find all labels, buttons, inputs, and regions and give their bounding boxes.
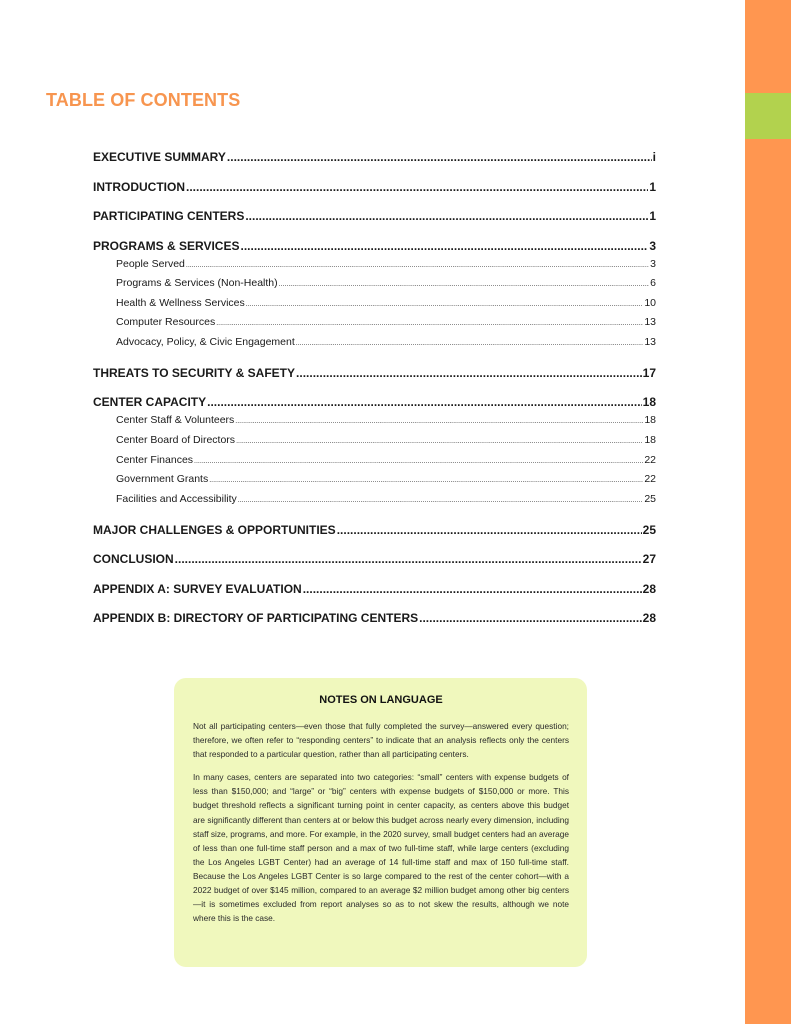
toc-leader-dots — [186, 178, 648, 196]
toc-leader-dots — [419, 609, 642, 627]
toc-entry-label: Health & Wellness Services — [116, 296, 245, 309]
toc-leader-dots — [227, 148, 652, 166]
toc-entry-label: EXECUTIVE SUMMARY — [93, 150, 226, 164]
toc-subentry-center-finances[interactable] — [93, 451, 656, 471]
toc-entry-page: 3 — [649, 238, 656, 253]
toc-leader-dots — [175, 550, 642, 568]
side-color-bar — [745, 0, 791, 1024]
toc-leader-dots — [279, 275, 650, 294]
toc-entry-label: People Served — [116, 257, 185, 270]
toc-entry-conclusion[interactable] — [93, 550, 656, 568]
toc-leader-dots — [209, 471, 643, 490]
notes-title: NOTES ON LANGUAGE — [319, 694, 443, 706]
toc-entry-threats-security[interactable] — [93, 364, 656, 382]
toc-leader-dots — [303, 580, 642, 598]
toc-entry-introduction[interactable] — [93, 178, 656, 196]
toc-entry-page: 1 — [649, 209, 656, 223]
toc-entry-center-capacity[interactable] — [93, 393, 656, 411]
toc-leader-dots — [296, 334, 644, 353]
toc-entry-label: THREATS TO SECURITY & SAFETY — [93, 365, 296, 380]
toc-entry-label: Programs & Services (Non-Health) — [116, 277, 278, 290]
toc-entry-programs-services[interactable] — [93, 237, 656, 255]
toc-subentry-board-directors[interactable] — [93, 431, 656, 451]
toc-leader-dots — [216, 314, 643, 333]
table-of-contents — [93, 148, 656, 627]
toc-leader-dots — [207, 393, 642, 411]
toc-entry-page: 6 — [650, 277, 656, 290]
toc-entry-page: 17 — [642, 365, 656, 380]
toc-entry-page: 3 — [650, 257, 656, 270]
toc-entry-participating-centers[interactable] — [93, 207, 656, 225]
toc-leader-dots — [245, 207, 648, 225]
toc-leader-dots — [296, 364, 642, 382]
toc-entry-label: Facilities and Accessibility — [116, 492, 237, 505]
toc-entry-appendix-a[interactable] — [93, 580, 656, 598]
toc-entry-label: APPENDIX A: SURVEY EVALUATION — [93, 581, 302, 596]
toc-entry-page: 27 — [642, 552, 656, 567]
notes-paragraph-1: Not all participating centers—even those that fully completed the survey—answered every question; therefore, we often refer to “responding centers” to indicate that an analysis reflects only the centers that responded to a particular question, rather than all participating centers. — [193, 721, 569, 760]
page-title: TABLE OF CONTENTS — [46, 90, 241, 110]
toc-entry-label: Center Board of Directors — [116, 434, 236, 447]
toc-entry-page: 18 — [644, 434, 656, 447]
toc-leader-dots — [238, 491, 644, 510]
toc-leader-dots — [246, 295, 644, 314]
toc-subentry-advocacy-policy[interactable] — [93, 333, 656, 353]
toc-subentry-programs-non-health[interactable] — [93, 274, 656, 294]
toc-entry-label: CENTER CAPACITY — [93, 395, 207, 410]
toc-entry-label: Computer Resources — [116, 316, 216, 329]
toc-entry-page: 28 — [642, 611, 656, 626]
toc-entry-page: 18 — [642, 395, 656, 410]
toc-entry-page: 13 — [644, 316, 656, 329]
toc-entry-page: 22 — [644, 453, 656, 466]
toc-entry-label: Center Finances — [116, 453, 194, 466]
toc-leader-dots — [337, 521, 642, 539]
toc-entry-page: 28 — [642, 581, 656, 596]
toc-entry-label: Government Grants — [116, 473, 209, 486]
toc-entry-label: Center Staff & Volunteers — [116, 414, 235, 427]
toc-entry-label: PARTICIPATING CENTERS — [93, 209, 245, 223]
side-accent-block — [745, 93, 791, 139]
toc-entry-page: i — [652, 150, 656, 164]
toc-entry-label: CONCLUSION — [93, 552, 174, 567]
toc-leader-dots — [194, 452, 643, 471]
toc-entry-page: 1 — [649, 179, 656, 194]
notes-on-language-box — [174, 678, 587, 967]
toc-entry-label: INTRODUCTION — [93, 179, 185, 194]
toc-leader-dots — [240, 237, 648, 255]
toc-entry-major-challenges[interactable] — [93, 521, 656, 539]
toc-entry-page: 10 — [644, 296, 656, 309]
toc-entry-page: 18 — [644, 414, 656, 427]
toc-entry-appendix-b[interactable] — [93, 609, 656, 627]
toc-entry-page: 25 — [644, 492, 656, 505]
toc-entry-page: 22 — [644, 473, 656, 486]
toc-entry-label: APPENDIX B: DIRECTORY OF PARTICIPATING CENTERS — [93, 611, 419, 626]
toc-entry-executive-summary[interactable] — [93, 148, 656, 166]
toc-leader-dots — [236, 432, 643, 451]
toc-leader-dots — [235, 412, 643, 431]
toc-subentry-computer-resources[interactable] — [93, 313, 656, 333]
toc-subentry-government-grants[interactable] — [93, 470, 656, 490]
toc-leader-dots — [186, 256, 649, 275]
toc-entry-page: 25 — [642, 522, 656, 537]
toc-subentry-staff-volunteers[interactable] — [93, 411, 656, 431]
notes-paragraph-2: In many cases, centers are separated into two categories: “small” centers with expense budgets of less than $150,000; and “large” or “big” centers with expense budgets of $150,000 or more. This budget threshold reflects a significant turning point in center capacity, as centers above this budget are significantly different than centers at or below this budget across nearly every dimension, including staff size, programs, and more. For example, in the 2020 survey, small budget centers had an average of less than one full-time staff person and a max of two full-time staff, while large centers (excluding the Los Angeles LGBT Center) had an average of 14 full-time staff and max of 150 full-time staff. Because the Los Angeles LGBT Center is so large compared to the rest of the center cohort—with a 2022 budget of over $145 million, compared to an average $2 million budget among other big centers—it is sometimes excluded from report analyses so as to not skew the results, although we note where this is the case. — [193, 772, 569, 924]
toc-entry-label: MAJOR CHALLENGES & OPPORTUNITIES — [93, 522, 336, 537]
toc-entry-page: 13 — [644, 335, 656, 348]
toc-entry-label: Advocacy, Policy, & Civic Engagement — [116, 335, 295, 348]
toc-subentry-facilities-accessibility[interactable] — [93, 490, 656, 510]
toc-entry-label: PROGRAMS & SERVICES — [93, 238, 240, 253]
toc-subentry-people-served[interactable] — [93, 255, 656, 275]
toc-subentry-health-wellness[interactable] — [93, 294, 656, 314]
